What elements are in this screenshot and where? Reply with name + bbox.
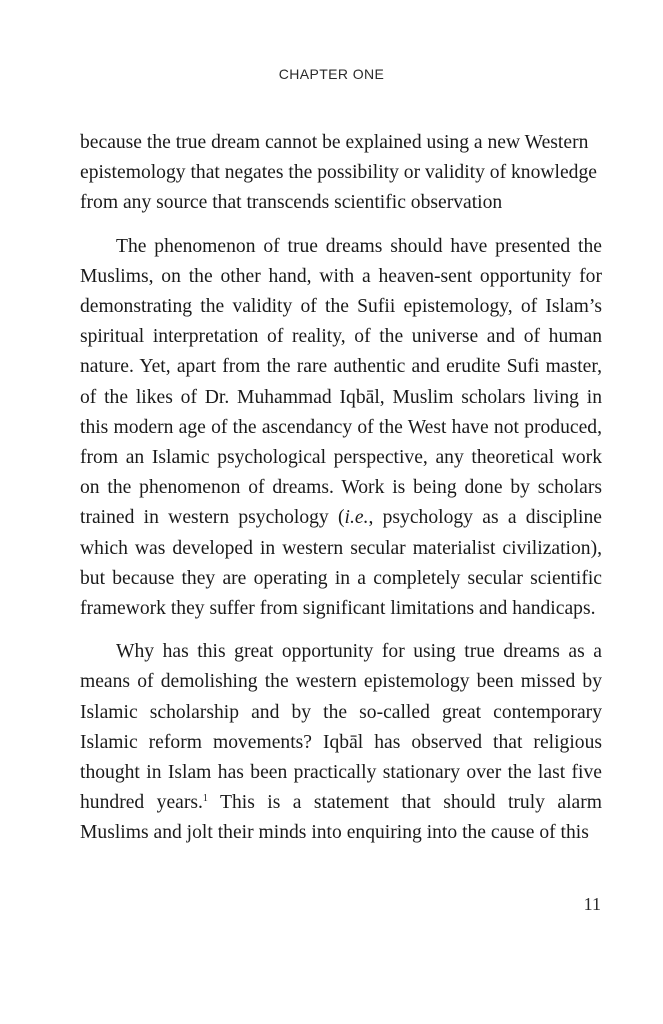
paragraph-missed-opportunity [80,637,602,848]
italic-abbreviation: i.e. [344,507,369,529]
paragraph-true-dreams [80,232,602,625]
paragraph-text: , psychology as a discipline which was developed in western secular materialist civilization), but because they are operating in a completely secular scientific framework they suffer from significant limitations and handicaps. [80,507,602,620]
footnote-marker: 1 [202,793,208,805]
paragraph-text: The phenomenon of true dreams should have presented the Muslims, on the other hand, with a heaven-sent opportunity for demonstrating the validity of the Sufii epistemology, of Islam’s spiritual interpretation of reality, of the universe and of human nature. Yet, apart from the rare authentic and erudite Sufi master, of the likes of Dr. Muhammad Iqbāl, Muslim scholars living in this modern age of the ascendancy of the West have not produced, from an Islamic psychological perspective, any theoretical work on the phenomenon of dreams. Work is being done by scholars trained in western psychology ( [80,235,602,529]
paragraph-continuation: because the true dream cannot be explained using a new Western epistemology that negates the possibility or validity of knowledge from any source that transcends scientific observation [80,132,597,214]
paragraph-text: This is a statement that should truly alarm Muslims and jolt their minds into enquiring into the cause of this [80,792,603,844]
page-number: 11 [583,894,601,914]
running-head: CHAPTER ONE [278,66,385,82]
body-text [80,128,602,849]
paragraph-text: Why has this great opportunity for using true dreams as a means of demolishing the western epistemology been missed by Islamic scholarship and by the so-called great contemporary Islamic reform movements? Iqbāl has observed that religious thought in Islam has been practically stationary over the last five hundred years. [80,641,602,814]
